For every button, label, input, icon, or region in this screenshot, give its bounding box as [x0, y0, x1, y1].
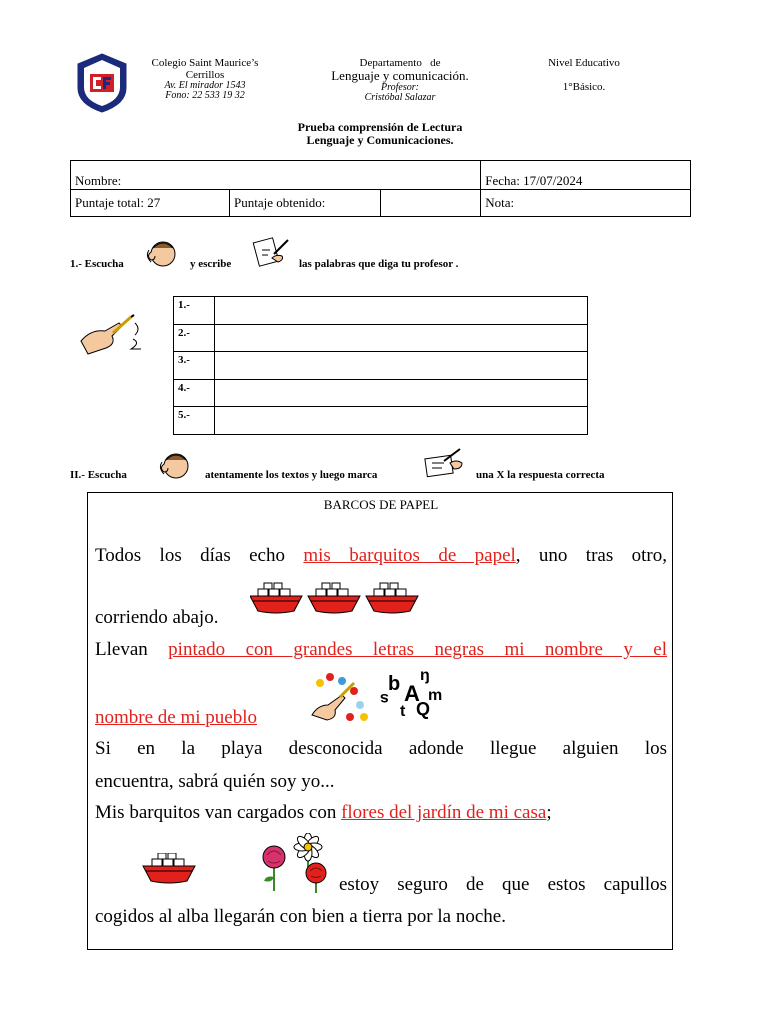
- school-city: Cerrillos: [185, 69, 225, 81]
- student-info-table: [70, 160, 691, 217]
- obtained-score-field[interactable]: [380, 190, 480, 217]
- section2-instruction-a: II.- Escucha: [70, 469, 127, 481]
- section1-instruction-c: las palabras que diga tu profesor .: [299, 258, 459, 270]
- department-name: Lenguaje y comunicación.: [331, 68, 469, 83]
- obtained-score-label-cell: Puntaje obtenido:: [230, 190, 381, 217]
- boat-icon: [142, 853, 196, 890]
- story-line-7: Mis barquitos van cargados con flores del jardín de mi casa;: [95, 802, 552, 823]
- school-logo: [76, 52, 128, 114]
- department-label: Departamento de: [359, 57, 441, 69]
- story-line-9: cogidos al alba llegarán con bien a tierra por la noche.: [95, 906, 506, 927]
- answer-row-number: 1.-: [174, 297, 215, 325]
- story-title: BARCOS DE PAPEL: [323, 497, 439, 512]
- test-subtitle: Lenguaje y Comunicaciones.: [306, 133, 454, 147]
- answer-row-number: 3.-: [174, 352, 215, 380]
- test-title: Prueba comprensión de Lectura: [297, 120, 463, 134]
- scattered-letters: b A ŋ m s t Q: [380, 667, 443, 720]
- story-line-8: estoy seguro de que estos capullos: [339, 874, 667, 895]
- school-name: Colegio Saint Maurice’s: [151, 57, 259, 69]
- school-address: Av. El mirador 1543: [164, 80, 246, 91]
- dictation-answer-table: [173, 296, 588, 435]
- highlight-garden-flowers: flores del jardín de mi casa: [341, 802, 547, 823]
- answer-field-5[interactable]: [215, 407, 588, 435]
- highlight-town-name: nombre de mi pueblo: [95, 707, 257, 728]
- section1-instruction-a: 1.- Escucha: [70, 258, 124, 270]
- date-field: Fecha: 17/07/2024: [481, 161, 691, 190]
- teacher-label: Profesor:: [381, 82, 419, 93]
- hand-writing-icon: [77, 311, 149, 364]
- story-line-1: Todos los días echo mis barquitos de papel, uno tras otro,: [95, 545, 667, 566]
- section1-instruction-b: y escribe: [190, 258, 232, 270]
- story-line-4: [95, 707, 667, 729]
- story-line-3: Llevan pintado con grandes letras negras mi nombre y el: [95, 639, 667, 660]
- flowers-icon: [256, 833, 332, 900]
- level-label: Nivel Educativo: [548, 57, 620, 69]
- school-phone: Fono: 22 533 19 32: [165, 90, 245, 101]
- teacher-name: Cristóbal Salazar: [364, 92, 436, 103]
- answer-row-number: 4.-: [174, 380, 215, 407]
- listening-ear-icon: [158, 450, 194, 489]
- story-box: [87, 492, 673, 950]
- answer-field-4[interactable]: [215, 380, 588, 407]
- total-score-cell: Puntaje total: 27: [71, 190, 230, 217]
- section2-instruction-c: una X la respuesta correcta: [476, 469, 605, 481]
- answer-field-3[interactable]: [215, 352, 588, 380]
- boats-icon: [250, 581, 422, 622]
- name-field[interactable]: Nombre:: [71, 161, 481, 190]
- story-line-6: encuentra, sabrá quién soy yo...: [95, 771, 335, 792]
- grade-field[interactable]: Nota:: [481, 190, 691, 217]
- mark-answer-icon: [420, 447, 468, 484]
- level-value: 1°Básico.: [562, 81, 606, 93]
- section2-instruction-b: atentamente los textos y luego marca: [205, 469, 378, 481]
- highlight-paper-boats: mis barquitos de papel: [303, 545, 516, 566]
- listening-ear-icon: [145, 238, 181, 277]
- highlight-painted-letters: pintado con grandes letras negras mi nombre y el: [168, 639, 667, 660]
- story-line-5: Si en la playa desconocida adonde llegue alguien los: [95, 738, 667, 759]
- answer-field-1[interactable]: [215, 297, 588, 325]
- story-line-2: corriendo abajo.: [95, 607, 219, 628]
- writing-paper-icon: [252, 236, 292, 273]
- answer-field-2[interactable]: [215, 325, 588, 352]
- answer-row-number: 5.-: [174, 407, 215, 435]
- answer-row-number: 2.-: [174, 325, 215, 352]
